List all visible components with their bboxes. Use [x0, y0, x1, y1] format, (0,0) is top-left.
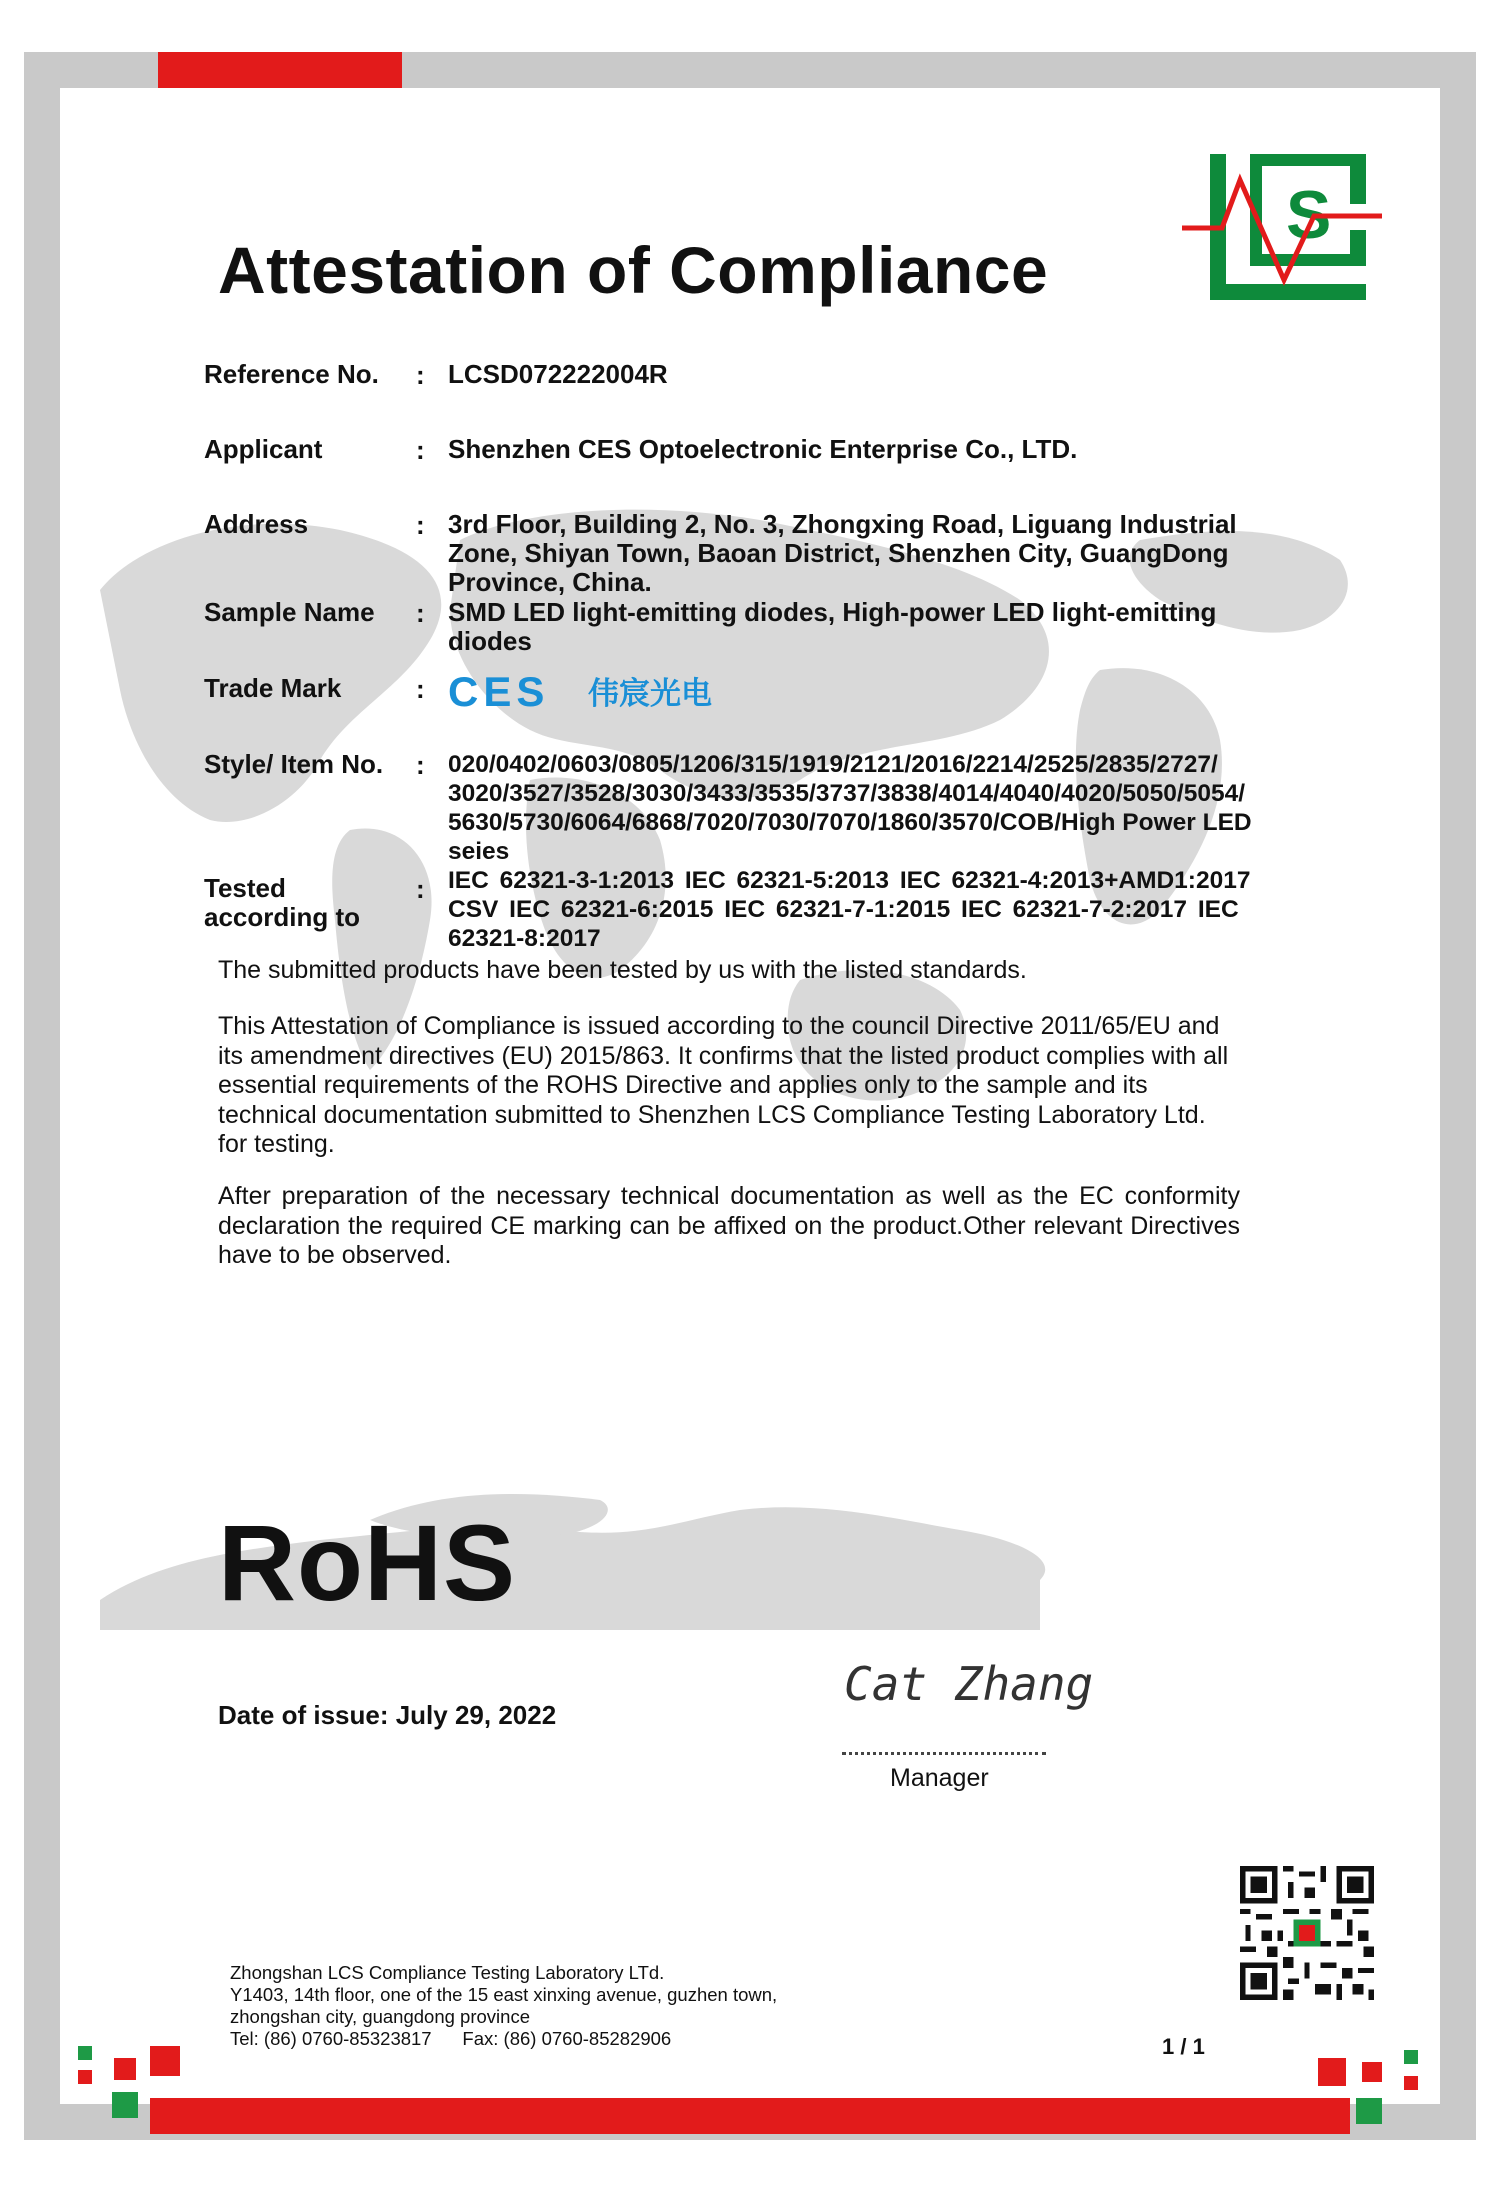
lcs-logo-icon — [1182, 150, 1382, 310]
field-label-trade-mark: Trade Mark — [204, 673, 342, 703]
page-number: 1 / 1 — [1162, 2034, 1205, 2059]
corner-square — [1404, 2076, 1418, 2090]
statement-paragraph: This Attestation of Compliance is issued according to the council Directive 2011/65/EU and its amendment directives (EU) 2015/863. It confirms that the listed product complies with all essential requirements of the ROHS Directive and applies only to the sample and its technical documentation submitted to Shenzhen LCS Compliance Testing Laboratory Ltd. for testing. — [218, 1012, 1229, 1158]
field-label-tested-according: Tested according to — [204, 873, 361, 932]
date-of-issue: Date of issue: July 29, 2022 — [218, 1700, 557, 1730]
field-separator: : — [416, 510, 425, 540]
field-separator: : — [416, 435, 425, 465]
rohs-mark: RoHS — [218, 1502, 516, 1623]
svg-text:S: S — [1286, 177, 1332, 253]
corner-square — [150, 2046, 180, 2076]
field-label-address: Address — [204, 509, 309, 539]
corner-square — [1356, 2098, 1382, 2124]
field-value-style-item: 020/0402/0603/0805/1206/315/1919/2121/2016/2214/2525/2835/2727/ 3020/3527/3528/3030/3433/3535/3737/3838/4014/4040/4020/5050/5054/ 5630/5730/6064/6868/7020/7030/7070/1860/3570/COB/High Power LED seies — [448, 751, 1252, 865]
field-value-sample-name: SMD LED light-emitting diodes, High-power LED light-emitting diodes — [448, 597, 1217, 656]
bottom-red-bar — [150, 2098, 1350, 2134]
corner-square — [112, 2092, 138, 2118]
field-separator: : — [416, 598, 425, 628]
field-separator: : — [416, 360, 425, 390]
svg-text:Cat Zhang: Cat Zhang — [844, 1657, 1094, 1711]
footer-address-line: Y1403, 14th floor, one of the 15 east xinxing avenue, guzhen town, — [230, 1984, 778, 2005]
signature-line — [842, 1752, 1046, 1755]
field-value-reference: LCSD072222004R — [448, 359, 668, 389]
signature — [840, 1640, 1120, 1730]
field-value-applicant: Shenzhen CES Optoelectronic Enterprise Co., LTD. — [448, 434, 1078, 464]
trade-mark-latin: CES — [448, 668, 550, 714]
footer-address-line: zhongshan city, guangdong province — [230, 2006, 530, 2027]
page-title: Attestation of Compliance — [218, 233, 1049, 307]
qr-code-icon — [1240, 1866, 1374, 2000]
field-value-address: 3rd Floor, Building 2, No. 3, Zhongxing Road, Liguang Industrial Zone, Shiyan Town, Baoan District, Shenzhen City, GuangDong Province, China. — [448, 509, 1237, 597]
field-label-style-item: Style/ Item No. — [204, 749, 384, 779]
field-label-sample-name: Sample Name — [204, 597, 375, 627]
trade-mark-logo — [448, 668, 728, 714]
corner-square — [1404, 2050, 1418, 2064]
trade-mark-chinese: 伟宸光电 — [588, 676, 712, 712]
footer-contact: Tel: (86) 0760-85323817 Fax: (86) 0760-85282906 — [230, 2028, 672, 2049]
corner-square — [114, 2058, 136, 2080]
corner-square — [78, 2070, 92, 2084]
statement-paragraph: The submitted products have been tested by us with the listed standards. — [218, 956, 1027, 984]
field-separator: : — [416, 874, 425, 904]
corner-square — [1318, 2058, 1346, 2086]
corner-square — [78, 2046, 92, 2060]
top-red-bar — [158, 52, 402, 88]
statement-paragraph: After preparation of the necessary technical documentation as well as the EC conformity declaration the required CE marking can be affixed on the product.Other relevant Directives have to be observed. — [218, 1182, 1240, 1269]
field-label-applicant: Applicant — [204, 434, 323, 464]
field-label-reference: Reference No. — [204, 359, 379, 389]
signer-title: Manager — [890, 1764, 989, 1792]
corner-square — [1362, 2062, 1382, 2082]
field-separator: : — [416, 674, 425, 704]
footer-lab-name: Zhongshan LCS Compliance Testing Laboratory LTd. — [230, 1962, 665, 1983]
field-separator: : — [416, 750, 425, 780]
field-value-tested-according: IEC 62321-3-1:2013 IEC 62321-5:2013 IEC 62321-4:2013+AMD1:2017 CSV IEC 62321-6:2015 IEC 62321-7-1:2015 IEC 62321-7-2:2017 IEC 62321-8:2017 — [448, 867, 1251, 952]
